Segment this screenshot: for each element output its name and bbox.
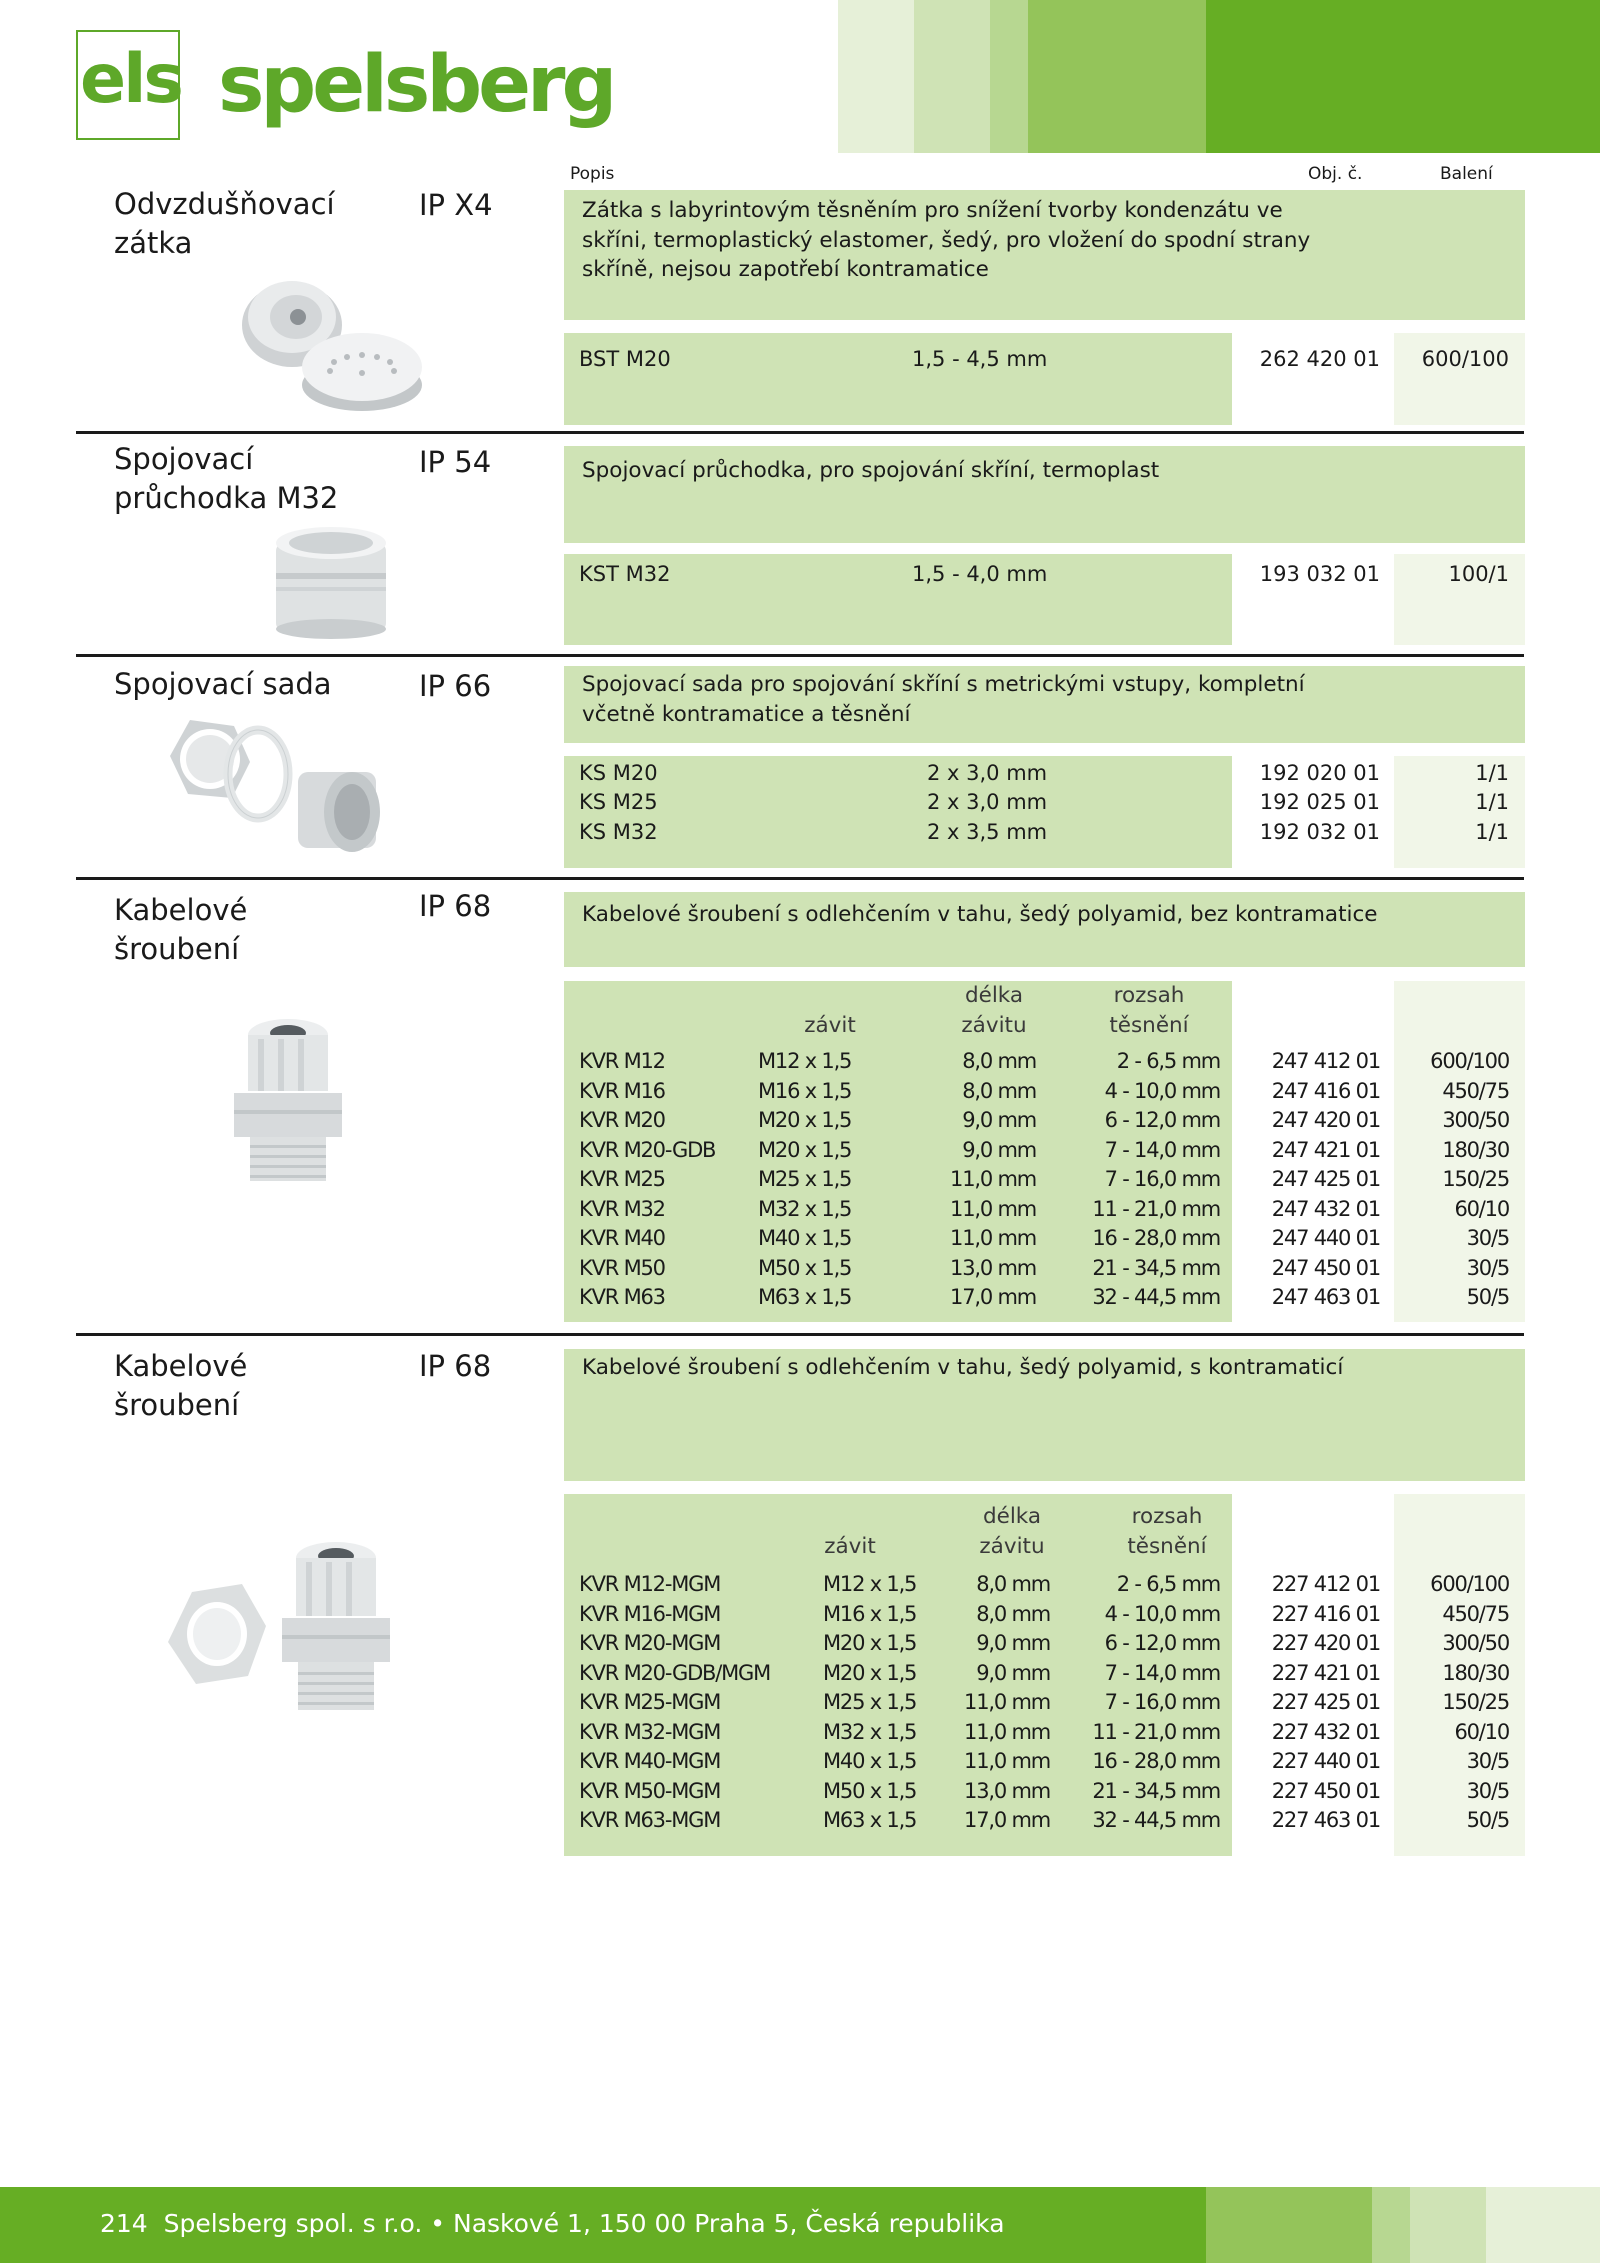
section-ip-rating: IP 54 xyxy=(419,445,492,479)
type-cell: KVR M32-MGM xyxy=(579,1719,721,1744)
section-ip-rating: IP 68 xyxy=(419,889,492,923)
cable-gland-image xyxy=(228,1015,348,1185)
length-cell: 17,0 mm xyxy=(950,1285,1036,1309)
section-divider xyxy=(76,877,1524,880)
column-header-length: délka závitu xyxy=(961,983,1027,1038)
type-cell: KVR M16-MGM xyxy=(579,1601,721,1626)
sealing-cell: 6 - 12,0 mm xyxy=(1104,1108,1220,1132)
order-number-cell: 247 463 01 xyxy=(1271,1285,1380,1309)
type-cell: KVR M16 xyxy=(579,1078,665,1103)
type-cell: KVR M12-MGM xyxy=(579,1572,721,1596)
order-number-cell: 247 420 01 xyxy=(1271,1108,1380,1132)
pack-cell: 1/1 xyxy=(1475,790,1509,814)
section-ip-rating: IP 66 xyxy=(419,669,492,703)
thread-cell: M40 x 1,5 xyxy=(823,1749,917,1773)
pack-cell: 50/5 xyxy=(1466,1285,1509,1309)
length-cell: 11,0 mm xyxy=(964,1749,1050,1773)
top-band-stripe xyxy=(990,0,1028,153)
pack-cell: 600/100 xyxy=(1421,347,1509,371)
thread-cell: M20 x 1,5 xyxy=(823,1631,917,1655)
thread-cell: M25 x 1,5 xyxy=(758,1167,852,1191)
type-cell: KST M32 xyxy=(579,562,671,586)
order-number-cell: 227 432 01 xyxy=(1271,1719,1380,1744)
length-cell: 17,0 mm xyxy=(964,1808,1050,1832)
order-number-cell: 227 440 01 xyxy=(1271,1749,1380,1773)
column-header-thread: závit xyxy=(824,1534,876,1559)
pack-cell: 60/10 xyxy=(1454,1196,1509,1221)
pack-cell: 150/25 xyxy=(1442,1167,1509,1191)
thread-cell: M20 x 1,5 xyxy=(758,1108,852,1132)
column-header-sealing: rozsah těsnění xyxy=(1109,983,1189,1038)
type-cell: BST M20 xyxy=(579,347,671,371)
length-cell: 11,0 mm xyxy=(950,1226,1036,1250)
pack-cell: 180/30 xyxy=(1442,1137,1509,1162)
section-divider xyxy=(76,1333,1524,1336)
column-header-sealing: rozsah těsnění xyxy=(1127,1504,1207,1559)
order-number-cell: 227 450 01 xyxy=(1271,1778,1380,1803)
top-band-stripe xyxy=(1206,0,1600,153)
order-number-cell: 247 450 01 xyxy=(1271,1255,1380,1280)
type-cell: KS M25 xyxy=(579,790,658,814)
order-number-cell: 227 412 01 xyxy=(1271,1572,1380,1596)
sealing-cell: 4 - 10,0 mm xyxy=(1104,1078,1220,1103)
thread-cell: M25 x 1,5 xyxy=(823,1690,917,1714)
cable-gland-with-nut-image xyxy=(150,1540,410,1715)
pack-cell: 1/1 xyxy=(1475,761,1509,785)
order-number-cell: 247 432 01 xyxy=(1271,1196,1380,1221)
order-number-cell: 193 032 01 xyxy=(1259,562,1380,586)
type-cell: KVR M50 xyxy=(579,1255,665,1280)
thread-cell: M63 x 1,5 xyxy=(758,1285,852,1309)
data-panel xyxy=(564,756,1232,868)
length-cell: 9,0 mm xyxy=(962,1137,1036,1162)
thread-cell: M20 x 1,5 xyxy=(758,1137,852,1162)
order-number-cell: 227 420 01 xyxy=(1271,1631,1380,1655)
section-description: Kabelové šroubení s odlehčením v tahu, šedý polyamid, s kontramaticí xyxy=(582,1355,1344,1380)
sealing-cell: 7 - 14,0 mm xyxy=(1104,1660,1220,1685)
type-cell: KVR M63-MGM xyxy=(579,1808,721,1832)
section-description: Zátka s labyrintovým těsněním pro snížení tvorby kondenzátu ve skříni, termoplastický elastomer, šedý, pro vložení do spodní strany skříně, nejsou zapotřebí kontramatice xyxy=(582,198,1311,282)
type-cell: KS M32 xyxy=(579,820,658,844)
sealing-cell: 11 - 21,0 mm xyxy=(1092,1719,1220,1744)
order-number-cell: 227 421 01 xyxy=(1271,1660,1380,1685)
top-band-stripe xyxy=(838,0,914,153)
sealing-cell: 7 - 14,0 mm xyxy=(1104,1137,1220,1162)
length-cell: 13,0 mm xyxy=(950,1255,1036,1280)
type-cell: KVR M50-MGM xyxy=(579,1778,721,1803)
order-number-cell: 227 463 01 xyxy=(1271,1808,1380,1832)
order-number-cell: 247 412 01 xyxy=(1271,1049,1380,1073)
order-number-cell: 192 020 01 xyxy=(1259,761,1380,785)
footer-stripe xyxy=(1410,2187,1486,2263)
section-title: Kabelové šroubení xyxy=(114,893,248,966)
sealing-cell: 6 - 12,0 mm xyxy=(1104,1631,1220,1655)
thread-cell: M40 x 1,5 xyxy=(758,1226,852,1250)
type-cell: KVR M40 xyxy=(579,1226,665,1250)
length-cell: 11,0 mm xyxy=(950,1167,1036,1191)
pack-cell: 30/5 xyxy=(1466,1255,1509,1280)
section-title: Spojovací průchodka M32 xyxy=(114,442,339,515)
sealing-cell: 7 - 16,0 mm xyxy=(1104,1690,1220,1714)
type-cell: KVR M25 xyxy=(579,1167,665,1191)
pack-cell: 300/50 xyxy=(1442,1631,1509,1655)
pack-cell: 600/100 xyxy=(1430,1049,1509,1073)
coupling-set-image xyxy=(148,712,388,872)
sealing-cell: 2 - 6,5 mm xyxy=(1116,1049,1220,1073)
thread-cell: M16 x 1,5 xyxy=(823,1601,917,1626)
pack-cell: 450/75 xyxy=(1442,1078,1509,1103)
length-cell: 9,0 mm xyxy=(976,1660,1050,1685)
range-cell: 1,5 - 4,5 mm xyxy=(912,347,1048,371)
logo-wordmark: spelsberg xyxy=(218,40,614,130)
order-number-cell: 247 421 01 xyxy=(1271,1137,1380,1162)
length-cell: 8,0 mm xyxy=(962,1049,1036,1073)
section-title: Kabelové šroubení xyxy=(114,1349,248,1422)
type-cell: KVR M25-MGM xyxy=(579,1690,721,1714)
vent-plug-image xyxy=(232,255,442,415)
pack-cell: 100/1 xyxy=(1448,562,1509,586)
length-cell: 8,0 mm xyxy=(976,1601,1050,1626)
pack-cell: 150/25 xyxy=(1442,1690,1509,1714)
thread-cell: M16 x 1,5 xyxy=(758,1078,852,1103)
thread-cell: M20 x 1,5 xyxy=(823,1660,917,1685)
header-packaging: Balení xyxy=(1440,164,1493,184)
column-header-thread: závit xyxy=(804,1013,856,1038)
pack-cell: 30/5 xyxy=(1466,1226,1509,1250)
thread-cell: M12 x 1,5 xyxy=(823,1572,917,1596)
section-ip-rating: IP X4 xyxy=(419,188,493,222)
footer-text xyxy=(100,2209,1005,2238)
header-description: Popis xyxy=(570,164,615,184)
range-cell: 2 x 3,0 mm xyxy=(927,790,1048,814)
sealing-cell: 16 - 28,0 mm xyxy=(1092,1749,1220,1773)
pack-cell: 450/75 xyxy=(1442,1601,1509,1626)
section-divider xyxy=(76,654,1524,657)
pack-cell: 300/50 xyxy=(1442,1108,1509,1132)
sealing-cell: 21 - 34,5 mm xyxy=(1092,1255,1220,1280)
logo-els-text: els xyxy=(80,40,181,119)
order-number-cell: 247 440 01 xyxy=(1271,1226,1380,1250)
type-cell: KVR M20 xyxy=(579,1108,665,1132)
range-cell: 1,5 - 4,0 mm xyxy=(912,562,1048,586)
sealing-cell: 4 - 10,0 mm xyxy=(1104,1601,1220,1626)
sealing-cell: 7 - 16,0 mm xyxy=(1104,1167,1220,1191)
coupling-gland-image xyxy=(270,525,392,640)
length-cell: 11,0 mm xyxy=(964,1690,1050,1714)
page-number: 214 xyxy=(100,2209,148,2238)
order-number-cell: 192 025 01 xyxy=(1259,790,1380,814)
length-cell: 9,0 mm xyxy=(962,1108,1036,1132)
section-title: Spojovací sada xyxy=(114,667,332,701)
type-cell: KVR M20-GDB xyxy=(579,1137,716,1162)
top-band-stripe xyxy=(914,0,990,153)
order-number-cell: 247 416 01 xyxy=(1271,1078,1380,1103)
order-number-cell: 227 425 01 xyxy=(1271,1690,1380,1714)
order-number-cell: 247 425 01 xyxy=(1271,1167,1380,1191)
sealing-cell: 32 - 44,5 mm xyxy=(1092,1808,1220,1832)
section-description: Spojovací sada pro spojování skříní s metrickými vstupy, kompletní včetně kontramatice a těsnění xyxy=(582,672,1305,727)
length-cell: 11,0 mm xyxy=(950,1196,1036,1221)
type-cell: KVR M20-MGM xyxy=(579,1631,721,1655)
length-cell: 9,0 mm xyxy=(976,1631,1050,1655)
length-cell: 8,0 mm xyxy=(976,1572,1050,1596)
section-divider xyxy=(76,431,1524,434)
length-cell: 8,0 mm xyxy=(962,1078,1036,1103)
length-cell: 11,0 mm xyxy=(964,1719,1050,1744)
order-number-cell: 192 032 01 xyxy=(1259,820,1380,844)
pack-cell: 30/5 xyxy=(1466,1749,1509,1773)
thread-cell: M50 x 1,5 xyxy=(823,1778,917,1803)
section-description: Spojovací průchodka, pro spojování skříní, termoplast xyxy=(582,458,1160,483)
type-cell: KVR M40-MGM xyxy=(579,1749,721,1773)
length-cell: 13,0 mm xyxy=(964,1778,1050,1803)
thread-cell: M32 x 1,5 xyxy=(758,1196,852,1221)
type-cell: KVR M12 xyxy=(579,1049,665,1073)
pack-cell: 600/100 xyxy=(1430,1572,1509,1596)
sealing-cell: 16 - 28,0 mm xyxy=(1092,1226,1220,1250)
pack-cell: 30/5 xyxy=(1466,1778,1509,1803)
thread-cell: M32 x 1,5 xyxy=(823,1719,917,1744)
sealing-cell: 32 - 44,5 mm xyxy=(1092,1285,1220,1309)
section-title: Odvzdušňovací zátka xyxy=(114,187,335,260)
footer-stripe xyxy=(1206,2187,1372,2263)
sealing-cell: 11 - 21,0 mm xyxy=(1092,1196,1220,1221)
sealing-cell: 21 - 34,5 mm xyxy=(1092,1778,1220,1803)
thread-cell: M12 x 1,5 xyxy=(758,1049,852,1073)
section-description: Kabelové šroubení s odlehčením v tahu, šedý polyamid, bez kontramatice xyxy=(582,902,1378,927)
type-cell: KVR M20-GDB/MGM xyxy=(579,1660,771,1685)
footer-stripe xyxy=(1486,2187,1600,2263)
order-number-cell: 227 416 01 xyxy=(1271,1601,1380,1626)
order-number-cell: 262 420 01 xyxy=(1259,347,1380,371)
range-cell: 2 x 3,5 mm xyxy=(927,820,1048,844)
top-band-stripe xyxy=(1028,0,1206,153)
header-order-number: Obj. č. xyxy=(1308,164,1363,184)
section-ip-rating: IP 68 xyxy=(419,1349,492,1383)
type-cell: KS M20 xyxy=(579,761,658,785)
pack-cell: 60/10 xyxy=(1454,1719,1509,1744)
pack-cell: 180/30 xyxy=(1442,1660,1509,1685)
range-cell: 2 x 3,0 mm xyxy=(927,761,1048,785)
pack-cell: 1/1 xyxy=(1475,820,1509,844)
sealing-cell: 2 - 6,5 mm xyxy=(1116,1572,1220,1596)
thread-cell: M63 x 1,5 xyxy=(823,1808,917,1832)
footer-stripe xyxy=(1372,2187,1410,2263)
footer-address: Spelsberg spol. s r.o. • Naskové 1, 150 00 Praha 5, Česká republika xyxy=(163,2209,1005,2238)
thread-cell: M50 x 1,5 xyxy=(758,1255,852,1280)
type-cell: KVR M63 xyxy=(579,1285,665,1309)
column-header-length: délka závitu xyxy=(979,1504,1045,1559)
pack-cell: 50/5 xyxy=(1466,1808,1509,1832)
type-cell: KVR M32 xyxy=(579,1196,665,1221)
